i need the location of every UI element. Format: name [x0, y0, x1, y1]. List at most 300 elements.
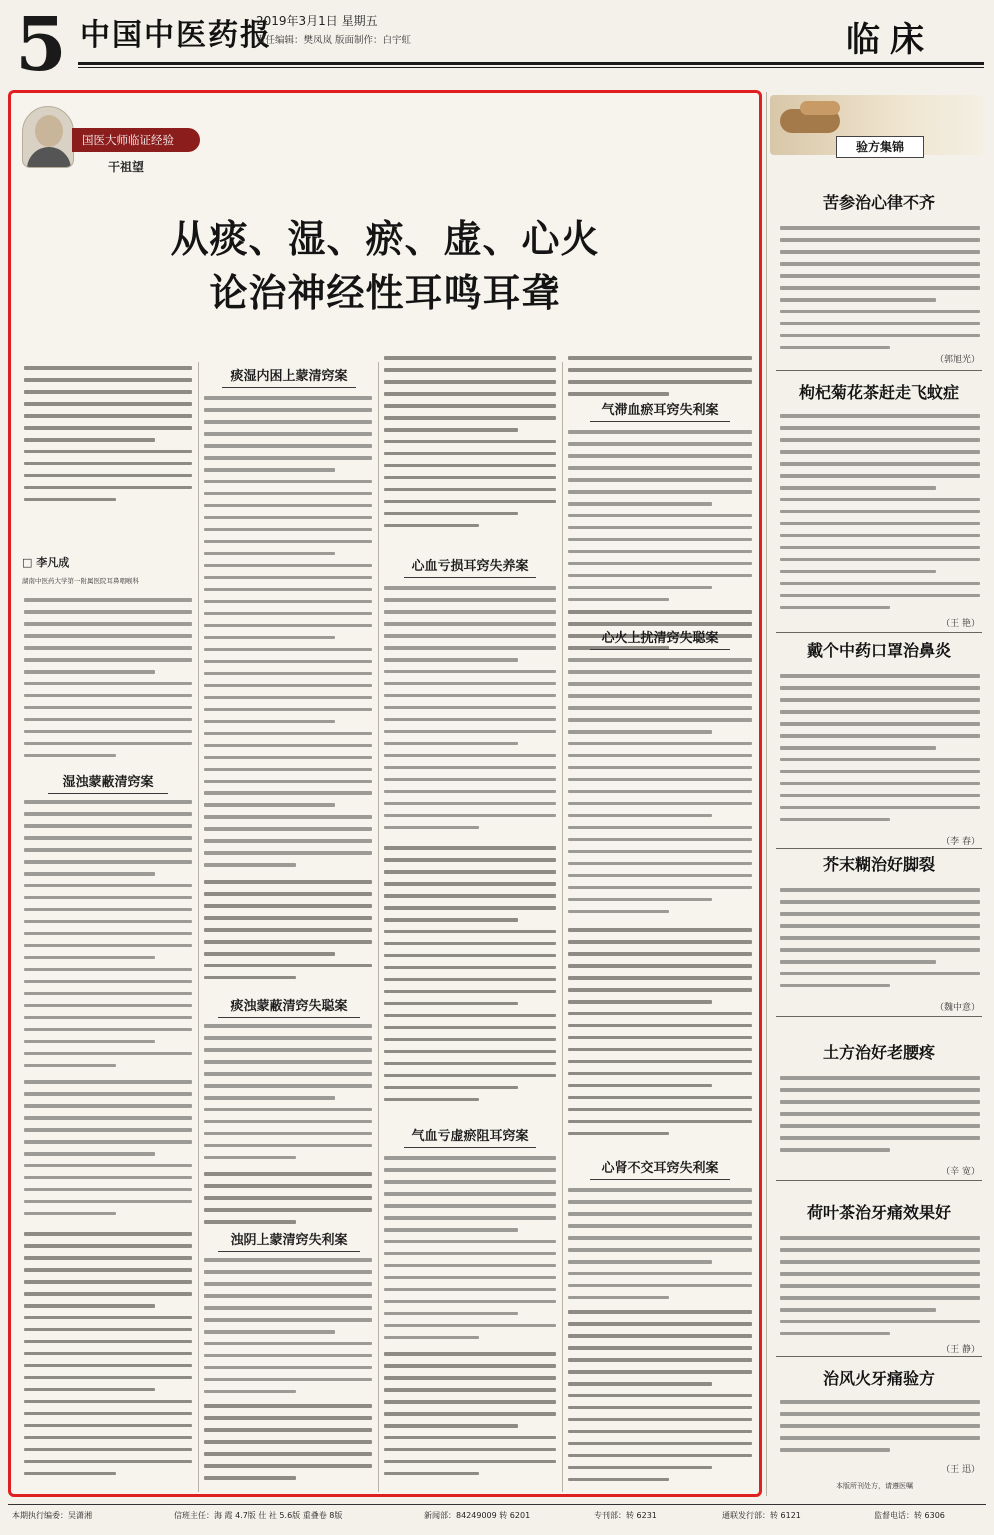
text-line: [780, 1296, 980, 1300]
headline: [150, 212, 620, 320]
text-line: [568, 790, 752, 794]
expert-name: 干祖望: [108, 160, 145, 174]
sidebar-article-author: （王 艳）: [941, 619, 980, 629]
text-line: [24, 812, 192, 816]
paper-title: 中国中医药报: [80, 18, 272, 53]
headline-line-1: 从痰、湿、瘀、虚、心火: [170, 217, 600, 261]
text-line: [204, 916, 372, 920]
text-line: [24, 1016, 192, 1020]
text-line: [384, 1098, 479, 1102]
text-line: [24, 378, 192, 382]
text-line: [24, 1436, 192, 1440]
text-line: [568, 1334, 752, 1338]
text-line: [204, 1306, 372, 1310]
text-line: [204, 768, 372, 772]
text-line: [384, 1388, 556, 1392]
text-line: [24, 486, 192, 490]
text-line: [24, 824, 192, 828]
text-line: [780, 1100, 980, 1104]
text-line: [568, 454, 752, 458]
text-line: [780, 310, 980, 314]
text-line: [204, 1024, 372, 1028]
text-line: [568, 886, 752, 890]
text-line: [780, 1308, 936, 1312]
text-line: [384, 524, 479, 528]
text-line: [780, 900, 980, 904]
text-line: [780, 414, 980, 418]
article-text: [384, 846, 556, 1110]
text-line: [568, 442, 752, 446]
text-line: [204, 516, 372, 520]
sidebar-article-author: （李 春）: [941, 837, 980, 847]
text-line: [780, 1436, 980, 1440]
text-line: [780, 1400, 980, 1404]
text-line: [204, 756, 372, 760]
text-line: [204, 744, 372, 748]
text-line: [780, 806, 980, 810]
article-text: [568, 658, 752, 922]
text-line: [780, 594, 980, 598]
sidebar-article-text: [780, 1076, 980, 1160]
text-line: [384, 1216, 556, 1220]
text-line: [568, 964, 752, 968]
text-line: [780, 888, 980, 892]
text-line: [780, 1424, 980, 1428]
text-line: [384, 416, 556, 420]
sidebar-article-title: 土方治好老腰疼: [822, 1043, 935, 1062]
text-line: [568, 718, 752, 722]
text-line: [568, 502, 712, 506]
text-line: [384, 1376, 556, 1380]
text-line: [780, 582, 980, 586]
text-line: [780, 1148, 890, 1152]
sidebar-rule: [776, 1356, 982, 1357]
text-line: [204, 588, 372, 592]
subheading: 心肾不交耳窍失利案: [590, 1158, 730, 1180]
sidebar-article-title: 芥末糊治好脚裂: [822, 855, 935, 874]
article-text: [568, 1188, 752, 1308]
text-line: [24, 1104, 192, 1108]
text-line: [780, 322, 980, 326]
expert-portrait: [22, 106, 74, 168]
text-line: [568, 1260, 712, 1264]
text-line: [384, 778, 556, 782]
text-line: [780, 298, 936, 302]
column-banner: 国医大师临证经验: [72, 128, 200, 152]
text-line: [568, 682, 752, 686]
text-line: [384, 512, 518, 516]
text-line: [384, 802, 556, 806]
column-rule: [198, 362, 199, 1492]
text-line: [204, 1156, 296, 1160]
column-rule: [378, 362, 379, 1492]
text-line: [24, 706, 192, 710]
text-line: [568, 754, 752, 758]
sidebar-article-title: 苦参治心律不齐: [822, 193, 935, 212]
text-line: [384, 682, 556, 686]
article-text: [24, 1232, 192, 1484]
article-text: [24, 598, 192, 766]
text-line: [24, 646, 192, 650]
text-line: [384, 1062, 556, 1066]
text-line: [204, 1464, 372, 1468]
text-line: [568, 610, 752, 614]
text-line: [24, 1448, 192, 1452]
text-line: [568, 952, 752, 956]
text-line: [24, 1080, 192, 1084]
text-line: [204, 720, 335, 724]
text-line: [24, 1200, 192, 1204]
text-line: [568, 1430, 752, 1434]
text-line: [24, 598, 192, 602]
text-line: [384, 404, 556, 408]
text-line: [204, 1404, 372, 1408]
text-line: [568, 838, 752, 842]
text-line: [384, 882, 556, 886]
text-line: [384, 610, 556, 614]
text-line: [384, 1400, 556, 1404]
text-line: [384, 1300, 556, 1304]
text-line: [384, 598, 556, 602]
text-line: [24, 1316, 192, 1320]
text-line: [384, 1180, 556, 1184]
text-line: [568, 1272, 752, 1276]
text-line: [204, 1330, 335, 1334]
text-line: [204, 1440, 372, 1444]
text-line: [568, 490, 752, 494]
text-line: [384, 1014, 556, 1018]
sidebar-rule: [776, 632, 982, 633]
text-line: [384, 464, 556, 468]
text-line: [24, 1328, 192, 1332]
article-text: [384, 1156, 556, 1348]
text-line: [24, 474, 192, 478]
subheading: 浊阴上蒙清窍失利案: [218, 1230, 360, 1252]
text-line: [780, 462, 980, 466]
text-line: [24, 920, 192, 924]
subheading: 气血亏虚瘀阻耳窍案: [404, 1126, 536, 1148]
text-line: [780, 960, 936, 964]
text-line: [24, 658, 192, 662]
column-rule: [562, 362, 563, 1492]
text-line: [384, 730, 556, 734]
article-text: [568, 1310, 752, 1490]
text-line: [204, 648, 372, 652]
issue-date: 2019年3月1日 星期五: [256, 14, 378, 28]
article-text: [204, 1258, 372, 1402]
sidebar-article-title: 荷叶茶治牙痛效果好: [806, 1203, 951, 1222]
text-line: [568, 368, 752, 372]
text-line: [24, 426, 192, 430]
text-line: [204, 827, 372, 831]
subheading: 痰浊蒙蔽清窍失聪案: [218, 996, 360, 1018]
text-line: [24, 694, 192, 698]
text-line: [780, 1076, 980, 1080]
text-line: [24, 872, 155, 876]
footer: [0, 1500, 994, 1535]
text-line: [568, 586, 712, 590]
text-line: [24, 836, 192, 840]
text-line: [780, 426, 980, 430]
text-line: [24, 800, 192, 804]
text-line: [204, 708, 372, 712]
sidebar-article-author: （辛 宽）: [941, 1167, 980, 1177]
text-line: [384, 990, 556, 994]
text-line: [24, 1140, 192, 1144]
sidebar-article-text: [780, 1236, 980, 1344]
text-line: [24, 1412, 192, 1416]
text-line: [384, 1168, 556, 1172]
text-line: [24, 908, 192, 912]
text-line: [384, 670, 556, 674]
footer-special: 专刊部：转 6231: [594, 1511, 657, 1520]
article-text: [204, 1172, 372, 1232]
text-line: [24, 1232, 192, 1236]
text-line: [204, 1048, 372, 1052]
text-line: [780, 818, 890, 822]
article-text: [384, 1352, 556, 1484]
text-line: [568, 1120, 752, 1124]
text-line: [24, 1256, 192, 1260]
text-line: [568, 1036, 752, 1040]
text-line: [780, 794, 980, 798]
text-line: [384, 1460, 556, 1464]
text-line: [568, 598, 669, 602]
text-line: [780, 1272, 980, 1276]
section-name: 临床: [846, 20, 934, 60]
text-line: [780, 1260, 980, 1264]
text-line: [24, 1472, 116, 1476]
footer-rule: [8, 1504, 986, 1505]
text-line: [24, 1152, 155, 1156]
text-line: [204, 1060, 372, 1064]
text-line: [568, 862, 752, 866]
text-line: [384, 826, 479, 830]
text-line: [780, 972, 980, 976]
text-line: [204, 552, 335, 556]
text-line: [204, 540, 372, 544]
text-line: [204, 1378, 372, 1382]
herb-illustration: [800, 101, 840, 115]
text-line: [384, 814, 556, 818]
text-line: [384, 1002, 518, 1006]
text-line: [384, 954, 556, 958]
text-line: [24, 366, 192, 370]
text-line: [384, 1336, 479, 1340]
text-line: [568, 1284, 752, 1288]
text-line: [24, 884, 192, 888]
text-line: [384, 1074, 556, 1078]
editor-credits: 责任编辑：樊凤岚 版面制作：白宇虹: [256, 35, 412, 46]
text-line: [384, 694, 556, 698]
text-line: [568, 940, 752, 944]
text-line: [384, 1240, 556, 1244]
text-line: [568, 550, 752, 554]
text-line: [204, 904, 372, 908]
text-line: [384, 646, 556, 650]
text-line: [204, 1270, 372, 1274]
text-line: [24, 462, 192, 466]
page-number: 5: [15, 2, 67, 88]
text-line: [204, 839, 372, 843]
text-line: [24, 634, 192, 638]
text-line: [568, 988, 752, 992]
sidebar-article-title: 枸杞菊花茶赶走飞蚊症: [798, 383, 959, 402]
text-line: [204, 1428, 372, 1432]
text-line: [204, 1452, 372, 1456]
text-line: [204, 952, 335, 956]
footer-supervision: 监督电话：转 6306: [874, 1511, 945, 1520]
text-line: [568, 976, 752, 980]
text-line: [568, 1478, 669, 1482]
text-line: [384, 622, 556, 626]
text-line: [384, 718, 556, 722]
text-line: [204, 624, 372, 628]
sidebar-article-title: 戴个中药口罩治鼻炎: [806, 641, 951, 660]
text-line: [204, 732, 372, 736]
text-line: [204, 851, 372, 855]
text-line: [24, 860, 192, 864]
text-line: [204, 1282, 372, 1286]
text-line: [24, 1268, 192, 1272]
text-line: [204, 803, 335, 807]
article-text: [568, 430, 752, 610]
text-line: [24, 670, 155, 674]
text-line: [204, 928, 372, 932]
text-line: [780, 486, 936, 490]
text-line: [780, 286, 980, 290]
text-line: [384, 858, 556, 862]
text-line: [204, 1096, 335, 1100]
text-line: [24, 1424, 192, 1428]
author-name: □ 李凡成: [22, 556, 70, 569]
text-line: [568, 874, 752, 878]
article-text: [24, 1080, 192, 1224]
text-line: [568, 898, 712, 902]
subheading: 心火上扰清窍失聪案: [590, 628, 730, 650]
text-line: [568, 826, 752, 830]
text-line: [24, 730, 192, 734]
text-line: [384, 368, 556, 372]
text-line: [568, 766, 752, 770]
text-line: [780, 686, 980, 690]
text-line: [780, 948, 980, 952]
text-line: [780, 782, 980, 786]
text-line: [568, 392, 669, 396]
text-line: [24, 1376, 192, 1380]
text-line: [780, 558, 980, 562]
text-line: [568, 1212, 752, 1216]
text-line: [384, 586, 556, 590]
text-line: [24, 1280, 192, 1284]
text-line: [568, 1132, 669, 1136]
text-line: [384, 392, 556, 396]
text-line: [780, 1136, 980, 1140]
text-line: [568, 1108, 752, 1112]
text-line: [204, 480, 372, 484]
text-line: [204, 1120, 372, 1124]
text-line: [24, 1352, 192, 1356]
text-line: [568, 1000, 712, 1004]
text-line: [204, 964, 372, 968]
text-line: [24, 1176, 192, 1180]
text-line: [384, 894, 556, 898]
text-line: [24, 754, 116, 758]
sidebar-disclaimer: 本版所刊处方，请遵医嘱: [836, 1482, 913, 1490]
text-line: [24, 1244, 192, 1248]
text-line: [204, 456, 372, 460]
text-line: [780, 346, 890, 350]
text-line: [780, 936, 980, 940]
text-line: [204, 672, 372, 676]
text-line: [568, 526, 752, 530]
text-line: [204, 468, 335, 472]
column-rule: [766, 92, 767, 1496]
text-line: [780, 734, 980, 738]
text-line: [384, 356, 556, 360]
text-line: [384, 1050, 556, 1054]
text-line: [384, 906, 556, 910]
text-line: [384, 790, 556, 794]
sidebar-rule: [776, 370, 982, 371]
subheading: 气滞血瘀耳窍失利案: [590, 400, 730, 422]
text-line: [24, 1340, 192, 1344]
text-line: [568, 430, 752, 434]
text-line: [384, 1448, 556, 1452]
text-line: [24, 968, 192, 972]
text-line: [204, 1132, 372, 1136]
text-line: [384, 428, 518, 432]
text-line: [780, 1112, 980, 1116]
text-line: [384, 846, 556, 850]
text-line: [568, 742, 752, 746]
text-line: [204, 420, 372, 424]
footer-info: 信班主任：海 霞 4.7版 仕 社 5.6版 重叠卷 8版: [174, 1511, 343, 1520]
text-line: [204, 1184, 372, 1188]
text-line: [780, 698, 980, 702]
text-line: [24, 682, 192, 686]
text-line: [568, 574, 752, 578]
article-text: [204, 396, 372, 875]
masthead: [0, 0, 994, 88]
text-line: [204, 528, 372, 532]
text-line: [568, 1072, 752, 1076]
text-line: [24, 742, 192, 746]
text-line: [24, 1188, 192, 1192]
text-line: [568, 1454, 752, 1458]
article-text: [204, 880, 372, 988]
article-text: [384, 356, 556, 536]
text-line: [204, 1294, 372, 1298]
text-line: [204, 504, 372, 508]
text-line: [780, 1284, 980, 1288]
text-line: [204, 492, 372, 496]
text-line: [384, 966, 556, 970]
text-line: [204, 1342, 372, 1346]
text-line: [780, 770, 980, 774]
subheading: 湿浊蒙蔽清窍案: [48, 772, 168, 794]
text-line: [568, 730, 712, 734]
text-line: [204, 600, 372, 604]
text-line: [384, 942, 556, 946]
text-line: [780, 334, 980, 338]
text-line: [24, 718, 192, 722]
text-line: [780, 546, 980, 550]
sidebar-article-text: [780, 226, 980, 358]
text-line: [204, 564, 372, 568]
text-line: [24, 1028, 192, 1032]
text-line: [384, 1288, 556, 1292]
